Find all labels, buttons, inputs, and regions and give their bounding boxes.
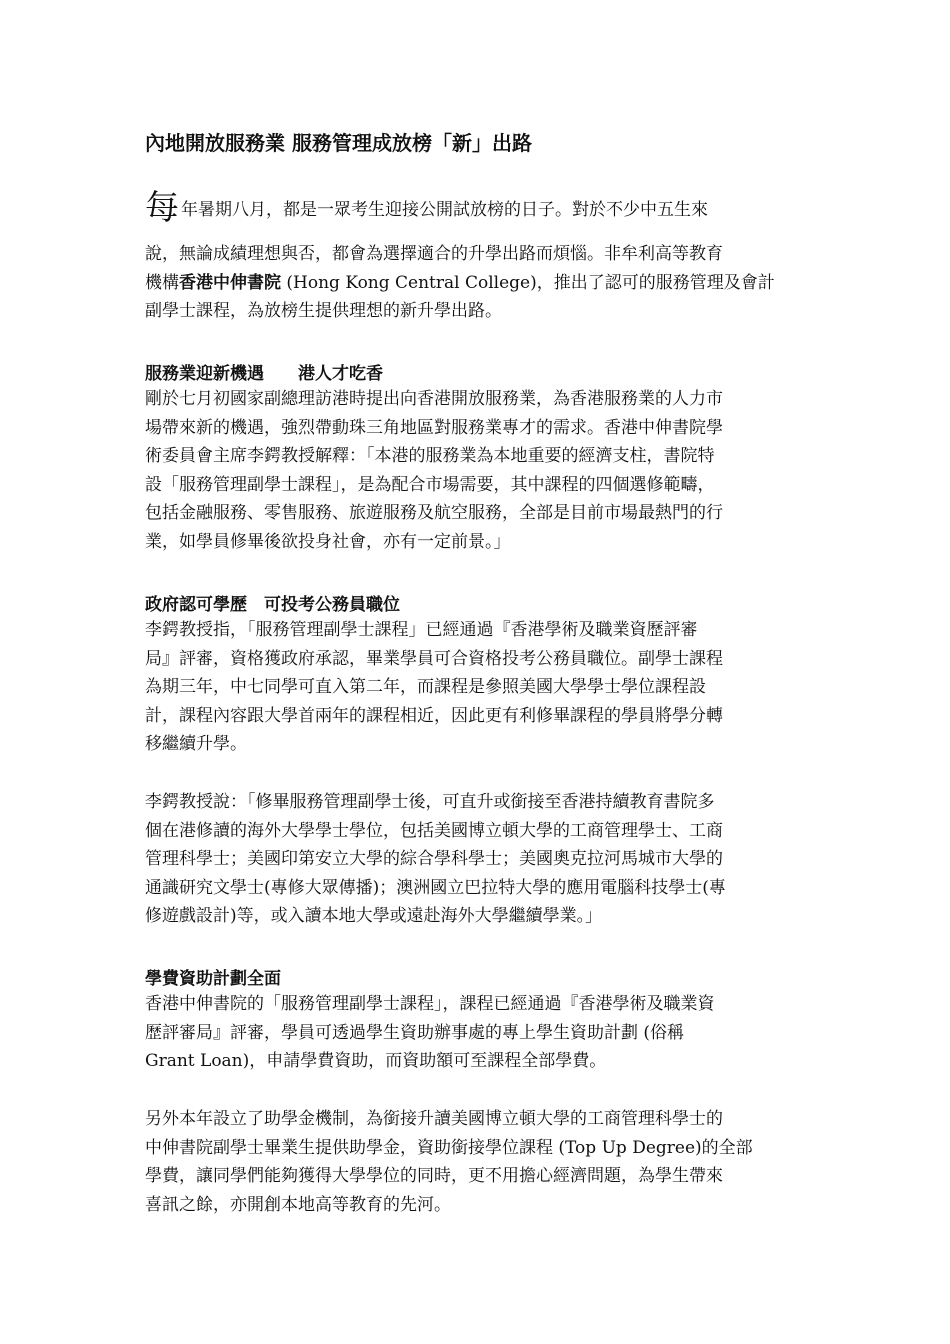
article-title: 內地開放服務業 服務管理成放榜「新」出路 xyxy=(145,131,532,155)
section-paragraph-tuition-assistance xyxy=(145,990,807,1076)
paragraph-line: 香港中伸書院的「服務管理副學士課程」，課程已經通過『香港學術及職業資 xyxy=(145,994,715,1014)
paragraph-line: 李鍔教授說：「修畢服務管理副學士後，可直升或銜接至香港持續教育書院多 xyxy=(145,792,715,812)
section-paragraph-government-recognition xyxy=(145,616,807,759)
section-paragraph-service-industry xyxy=(145,385,807,556)
paragraph-line: 術委員會主席李鍔教授解釋：「本港的服務業為本地重要的經濟支柱，書院特 xyxy=(145,446,715,466)
paragraph-line: 局』評審，資格獲政府承認，畢業學員可合資格投考公務員職位。副學士課程 xyxy=(145,648,723,669)
section-heading-tuition-assistance: 學費資助計劃全面 xyxy=(145,969,281,989)
paragraph-line: 為期三年，中七同學可直入第二年，而課程是參照美國大學學士學位課程設 xyxy=(145,677,706,697)
paragraph-line: 歷評審局』評審，學員可透過學生資助辦事處的專上學生資助計劃 (俗稱 xyxy=(145,1022,685,1043)
intro-line-1: 年暑期八月，都是一眾考生迎接公開試放榜的日子。對於不少中五生來 xyxy=(181,200,708,220)
drop-cap: 每 xyxy=(145,188,179,228)
paragraph-line: Grant Loan)，申請學費資助，而資助額可至課程全部學費。 xyxy=(145,1051,607,1071)
paragraph-line: 移繼續升學。 xyxy=(145,734,247,754)
section-heading-service-industry: 服務業迎新機遇 港人才吃香 xyxy=(145,364,383,384)
paragraph-line: 通識研究文學士(專修大眾傳播)；澳洲國立巴拉特大學的應用電腦科技學士(專 xyxy=(145,877,726,898)
section-paragraph-scholarship xyxy=(145,1105,807,1219)
intro-line-3: 機構香港中伸書院 (Hong Kong Central College)，推出了認可的服務管理及會計 xyxy=(145,272,775,293)
intro-line-2: 說，無論成績理想與否，都會為選擇適合的升學出路而煩惱。非牟利高等教育 xyxy=(145,244,723,264)
paragraph-line: 場帶來新的機遇，強烈帶動珠三角地區對服務業專才的需求。香港中伸書院學 xyxy=(145,417,723,438)
college-name: 香港中伸書院 xyxy=(179,272,281,293)
paragraph-line: 修遊戲設計)等，或入讀本地大學或遠赴海外大學繼續學業。」 xyxy=(145,906,603,926)
paragraph-line: 管理科學士；美國印第安立大學的綜合學科學士；美國奧克拉河馬城市大學的 xyxy=(145,849,723,869)
paragraph-line: 學費，讓同學們能夠獲得大學學位的同時，更不用擔心經濟問題，為學生帶來 xyxy=(145,1166,723,1186)
paragraph-line: 喜訊之餘，亦開創本地高等教育的先河。 xyxy=(145,1194,451,1215)
paragraph-line: 設「服務管理副學士課程」，是為配合市場需要，其中課程的四個選修範疇， xyxy=(145,474,715,495)
paragraph-line: 業，如學員修畢後欲投身社會，亦有一定前景。」 xyxy=(145,531,511,552)
intro-line-4: 副學士課程，為放榜生提供理想的新升學出路。 xyxy=(145,301,502,321)
paragraph-line: 中伸書院副學士畢業生提供助學金，資助銜接學位課程 (Top Up Degree)的全部 xyxy=(145,1137,753,1158)
paragraph-line: 包括金融服務、零售服務、旅遊服務及航空服務，全部是目前市場最熱門的行 xyxy=(145,503,723,523)
intro-paragraph xyxy=(145,188,807,326)
paragraph-line: 李鍔教授指，「服務管理副學士課程」已經通過『香港學術及職業資歷評審 xyxy=(145,620,698,640)
section-paragraph-articulation xyxy=(145,788,807,931)
paragraph-line: 另外本年設立了助學金機制，為銜接升讀美國博立頓大學的工商管理科學士的 xyxy=(145,1109,723,1129)
paragraph-line: 計，課程內容跟大學首兩年的課程相近，因此更有利修畢課程的學員將學分轉 xyxy=(145,705,723,726)
paragraph-line: 個在港修讀的海外大學學士學位，包括美國博立頓大學的工商管理學士、工商 xyxy=(145,820,723,841)
paragraph-line: 剛於七月初國家副總理訪港時提出向香港開放服務業，為香港服務業的人力市 xyxy=(145,389,723,409)
section-heading-government-recognition: 政府認可學歷 可投考公務員職位 xyxy=(145,595,400,615)
